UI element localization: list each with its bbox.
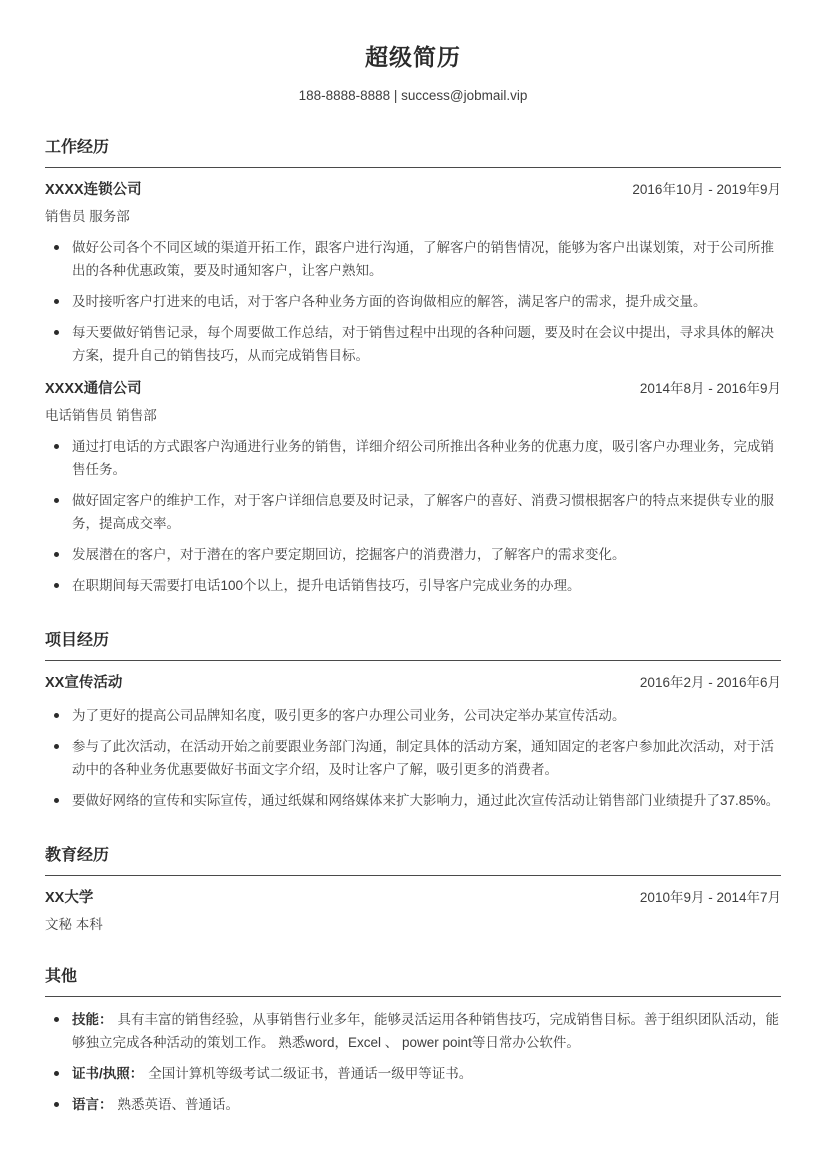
bullet-text: 每天要做好销售记录，每个周要做工作总结，对于销售过程中出现的各种问题，要及时在会议中提出，寻求具体的解决方案，提升自己的销售技巧，从而完成销售目标。: [72, 325, 774, 363]
bullet-item: [45, 789, 781, 812]
date-range: 2014年8月 - 2016年9月: [639, 381, 781, 396]
bullet-item: [45, 236, 781, 282]
bullet-item: [45, 290, 781, 313]
work-entry-2: [45, 380, 781, 597]
bullet-dot-icon: [54, 552, 59, 557]
bullet-item-languages: [45, 1093, 781, 1116]
bullet-item: [45, 321, 781, 367]
bullet-text: 做好固定客户的维护工作，对于客户详细信息要及时记录，了解客户的喜好、消费习惯根据客户的特点来提供专业的服务，提高成交率。: [72, 493, 774, 531]
bullet-dot-icon: [54, 583, 59, 588]
bullet-dot-icon: [54, 744, 59, 749]
bullet-item: [45, 735, 781, 781]
item-value: 具有丰富的销售经验，从事销售行业多年，能够灵活运用各种销售技巧，完成销售目标。善于组织团队活动，能够独立完成各种活动的策划工作。 熟悉word，Excel 、 power point等日常办公软件。: [72, 1012, 779, 1050]
entry-header: [45, 380, 781, 399]
bullet-dot-icon: [54, 1102, 59, 1107]
bullet-dot-icon: [54, 798, 59, 803]
date-range: 2016年10月 - 2019年9月: [632, 182, 781, 197]
contact-line: 188-8888-8888 | success@jobmail.vip: [298, 88, 528, 103]
bullet-dot-icon: [54, 1017, 59, 1022]
bullet-dot-icon: [54, 498, 59, 503]
bullet-text: 为了更好的提高公司品牌知名度，吸引更多的客户办理公司业务，公司决定举办某宣传活动。: [72, 708, 626, 723]
work-entry-1: [45, 181, 781, 367]
company-name: XXXX通信公司: [45, 381, 142, 397]
section-other: [45, 967, 781, 1116]
section-work-experience: [45, 138, 781, 597]
item-value: 熟悉英语、普通话。: [117, 1097, 239, 1112]
bullet-text: 做好公司各个不同区域的渠道开拓工作，跟客户进行沟通，了解客户的销售情况，能够为客户出谋划策，对于公司所推出的各种优惠政策，要及时通知客户，让客户熟知。: [72, 240, 774, 278]
bullet-item: [45, 574, 781, 597]
bullet-list: [45, 435, 781, 597]
bullet-dot-icon: [54, 330, 59, 335]
bullet-list: [45, 236, 781, 367]
bullet-item: [45, 543, 781, 566]
bullet-text: 发展潜在的客户，对于潜在的客户要定期回访，挖掘客户的消费潜力，了解客户的需求变化。: [72, 547, 626, 562]
bullet-dot-icon: [54, 713, 59, 718]
bullet-text: 在职期间每天需要打电话100个以上，提升电话销售技巧，引导客户完成业务的办理。: [72, 578, 581, 593]
project-entry-1: [45, 674, 781, 812]
date-range: 2016年2月 - 2016年6月: [639, 675, 781, 690]
section-heading-education: 教育经历: [45, 846, 781, 876]
bullet-text: 及时接听客户打进来的电话，对于客户各种业务方面的咨询做相应的解答，满足客户的需求，提升成交量。: [72, 294, 707, 309]
bullet-dot-icon: [54, 444, 59, 449]
job-title-department: 电话销售员 销售部: [45, 408, 157, 423]
item-value: 全国计算机等级考试二级证书，普通话一级甲等证书。: [148, 1066, 473, 1081]
bullet-list: [45, 1008, 781, 1116]
bullet-list: [45, 704, 781, 812]
section-heading-work: 工作经历: [45, 138, 781, 168]
section-heading-other: 其他: [45, 967, 781, 997]
bullet-text: [72, 1093, 781, 1116]
bullet-item: [45, 435, 781, 481]
job-title-department: 销售员 服务部: [45, 209, 130, 224]
bullet-dot-icon: [54, 299, 59, 304]
item-label: 证书/执照：: [72, 1066, 144, 1081]
project-name: XX宣传活动: [45, 675, 123, 691]
item-label: 技能：: [72, 1012, 113, 1027]
section-project-experience: [45, 631, 781, 812]
company-name: XXXX连锁公司: [45, 182, 142, 198]
bullet-item: [45, 704, 781, 727]
major-degree: 文秘 本科: [45, 917, 103, 932]
entry-header: [45, 674, 781, 693]
entry-header: [45, 181, 781, 200]
resume-title: 超级简历: [365, 44, 461, 70]
bullet-item: [45, 489, 781, 535]
education-entry-1: [45, 889, 781, 933]
bullet-text: 参与了此次活动，在活动开始之前要跟业务部门沟通，制定具体的活动方案，通知固定的老客户参加此次活动，对于活动中的各种业务优惠要做好书面文字介绍，及时让客户了解，吸引更多的消费者。: [72, 739, 774, 777]
bullet-text: 通过打电话的方式跟客户沟通进行业务的销售，详细介绍公司所推出各种业务的优惠力度，吸引客户办理业务，完成销售任务。: [72, 439, 774, 477]
date-range: 2010年9月 - 2014年7月: [639, 890, 781, 905]
entry-header: [45, 889, 781, 908]
bullet-text: [72, 1008, 781, 1054]
bullet-text: 要做好网络的宣传和实际宣传，通过纸媒和网络媒体来扩大影响力，通过此次宣传活动让销售部门业绩提升了37.85%。: [72, 793, 780, 808]
bullet-text: [72, 1062, 781, 1085]
bullet-dot-icon: [54, 1071, 59, 1076]
section-heading-project: 项目经历: [45, 631, 781, 661]
bullet-item-skills: [45, 1008, 781, 1054]
school-name: XX大学: [45, 890, 94, 906]
bullet-dot-icon: [54, 245, 59, 250]
bullet-item-certificates: [45, 1062, 781, 1085]
item-label: 语言：: [72, 1097, 113, 1112]
section-education: [45, 846, 781, 933]
